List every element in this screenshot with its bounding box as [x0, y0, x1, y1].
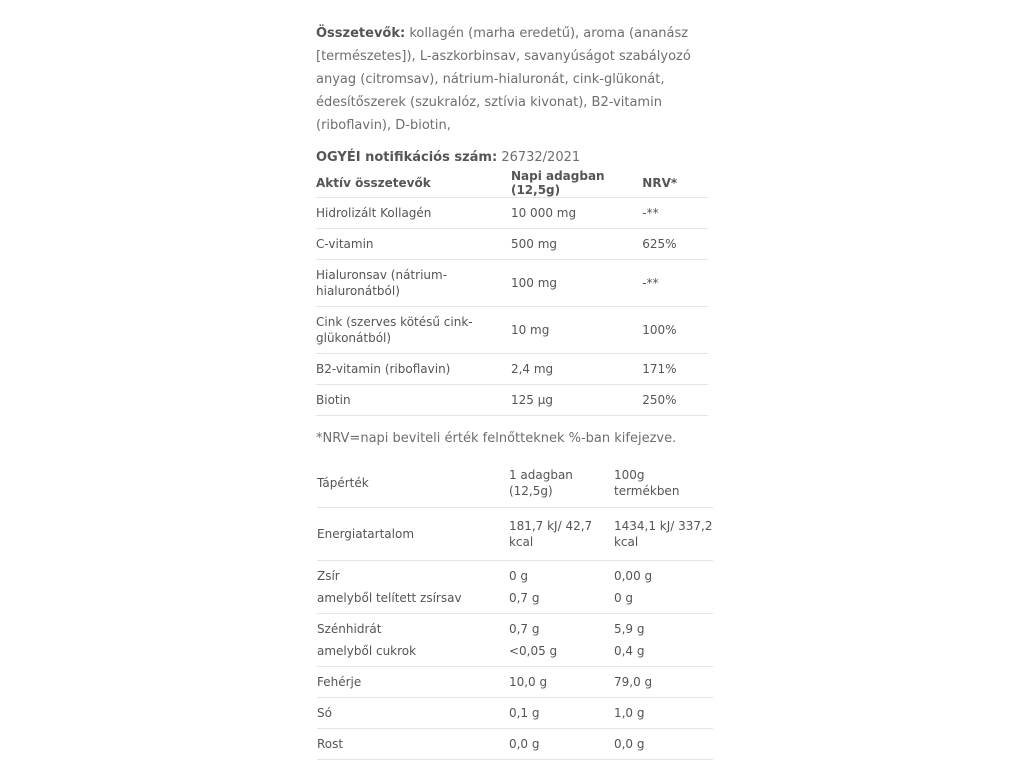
- ingredient-name: C-vitamin: [316, 229, 511, 260]
- nutrient-sub-name: amelyből telített zsírsav: [317, 591, 462, 605]
- nutrient-name: Zsír: [317, 569, 340, 583]
- column-header-ingredient: Aktív összetevők: [316, 169, 511, 198]
- nutrient-per-100g: 79,0 g: [614, 667, 713, 698]
- ingredient-name: Hialuronsav (nátrium-hialuronátból): [316, 260, 511, 307]
- table-row: [317, 698, 713, 729]
- nrv-footnote: *NRV=napi beviteli érték felnőtteknek %-ban kifejezve.: [316, 431, 677, 446]
- table-row: [317, 667, 713, 698]
- nutrient-name: Szénhidrát: [317, 622, 382, 636]
- nutrient-per-100g: 0,0 g: [614, 729, 713, 760]
- notification-value: 26732/2021: [497, 150, 581, 165]
- nutrient-sub-per-100g: 0,4 g: [613, 644, 645, 658]
- nutrient-per-100g: 0,00 g: [613, 569, 653, 583]
- nutrient-name-cell: [317, 561, 509, 614]
- nutrient-per-serving: 181,7 kJ/ 42,7 kcal: [509, 508, 614, 561]
- nutrient-name: Energiatartalom: [317, 508, 509, 561]
- ingredient-amount: 10 000 mg: [511, 198, 642, 229]
- nutrient-per-100g-cell: [614, 614, 713, 667]
- ingredient-amount: 500 mg: [511, 229, 642, 260]
- table-row: [316, 229, 708, 260]
- table-row: [317, 729, 713, 760]
- nutrient-per-100g: 1,0 g: [614, 698, 713, 729]
- nutrient-per-serving: 0,7 g: [508, 622, 540, 636]
- table-row: [316, 354, 708, 385]
- ingredient-nrv: -**: [642, 198, 708, 229]
- nutrient-name-cell: [317, 614, 509, 667]
- nutrient-per-serving: 0,1 g: [509, 698, 614, 729]
- nutrient-name: Fehérje: [317, 667, 509, 698]
- nutrient-per-100g: 1434,1 kJ/ 337,2 kcal: [614, 508, 713, 561]
- active-ingredients-table: [316, 169, 708, 416]
- nutrient-per-100g: 5,9 g: [613, 622, 645, 636]
- ingredient-amount: 100 mg: [511, 260, 642, 307]
- column-header-daily-dose: Napi adagban (12,5g): [511, 169, 642, 198]
- table-row: [317, 614, 713, 667]
- table-row: [317, 561, 713, 614]
- nutrient-sub-name: amelyből cukrok: [317, 644, 417, 658]
- nutrient-per-serving: 0,0 g: [509, 729, 614, 760]
- product-description: [316, 22, 716, 760]
- table-row: [316, 198, 708, 229]
- nutrient-sub-per-100g: 0 g: [613, 591, 634, 605]
- nutrient-per-serving-cell: [509, 561, 614, 614]
- ingredient-nrv: 100%: [642, 307, 708, 354]
- ingredient-name: Cink (szerves kötésű cink-glükonátból): [316, 307, 511, 354]
- table-row: [316, 260, 708, 307]
- nutrient-per-serving-cell: [509, 614, 614, 667]
- nutrient-per-100g-cell: [614, 561, 713, 614]
- table-row: [316, 307, 708, 354]
- ingredient-nrv: 625%: [642, 229, 708, 260]
- ingredient-amount: 125 µg: [511, 385, 642, 416]
- nutrient-sub-per-serving: 0,7 g: [508, 591, 540, 605]
- table-row: [317, 508, 713, 561]
- nutrition-facts-table: [317, 459, 713, 760]
- ingredients-label: Összetevők:: [316, 26, 406, 41]
- table-header-row: [316, 169, 708, 198]
- nutrient-name: Só: [317, 698, 509, 729]
- ingredient-name: Biotin: [316, 385, 511, 416]
- notification-label: OGYÉI notifikációs szám:: [316, 150, 498, 165]
- nutrient-per-serving: 10,0 g: [509, 667, 614, 698]
- notification-number: [316, 148, 716, 168]
- ingredient-amount: 2,4 mg: [511, 354, 642, 385]
- ingredient-nrv: 171%: [642, 354, 708, 385]
- ingredient-nrv: -**: [642, 260, 708, 307]
- nutrition-header-per-100g: 100g termékben: [614, 459, 713, 508]
- column-header-nrv: NRV*: [642, 169, 708, 198]
- ingredient-amount: 10 mg: [511, 307, 642, 354]
- nutrient-name: Rost: [317, 729, 509, 760]
- table-header-row: [317, 459, 713, 508]
- nutrition-header-label: Tápérték: [317, 459, 509, 508]
- table-row: [316, 385, 708, 416]
- nutrient-sub-per-serving: <0,05 g: [508, 644, 558, 658]
- nutrient-per-serving: 0 g: [508, 569, 529, 583]
- ingredient-name: Hidrolizált Kollagén: [316, 198, 511, 229]
- ingredients-paragraph: [316, 22, 716, 137]
- ingredients-text: kollagén (marha eredetű), aroma (ananász [természetes]), L-aszkorbinsav, savanyúságot szabályozó anyag (citromsav), nátrium-hialuronát, cink-glükonát, édesítőszerek (szukralóz, sztívia kivonat), B2-vitamin (riboflavin), D-biotin,: [316, 26, 691, 133]
- nutrition-header-per-serving: 1 adagban (12,5g): [509, 459, 614, 508]
- ingredient-nrv: 250%: [642, 385, 708, 416]
- ingredient-name: B2-vitamin (riboflavin): [316, 354, 511, 385]
